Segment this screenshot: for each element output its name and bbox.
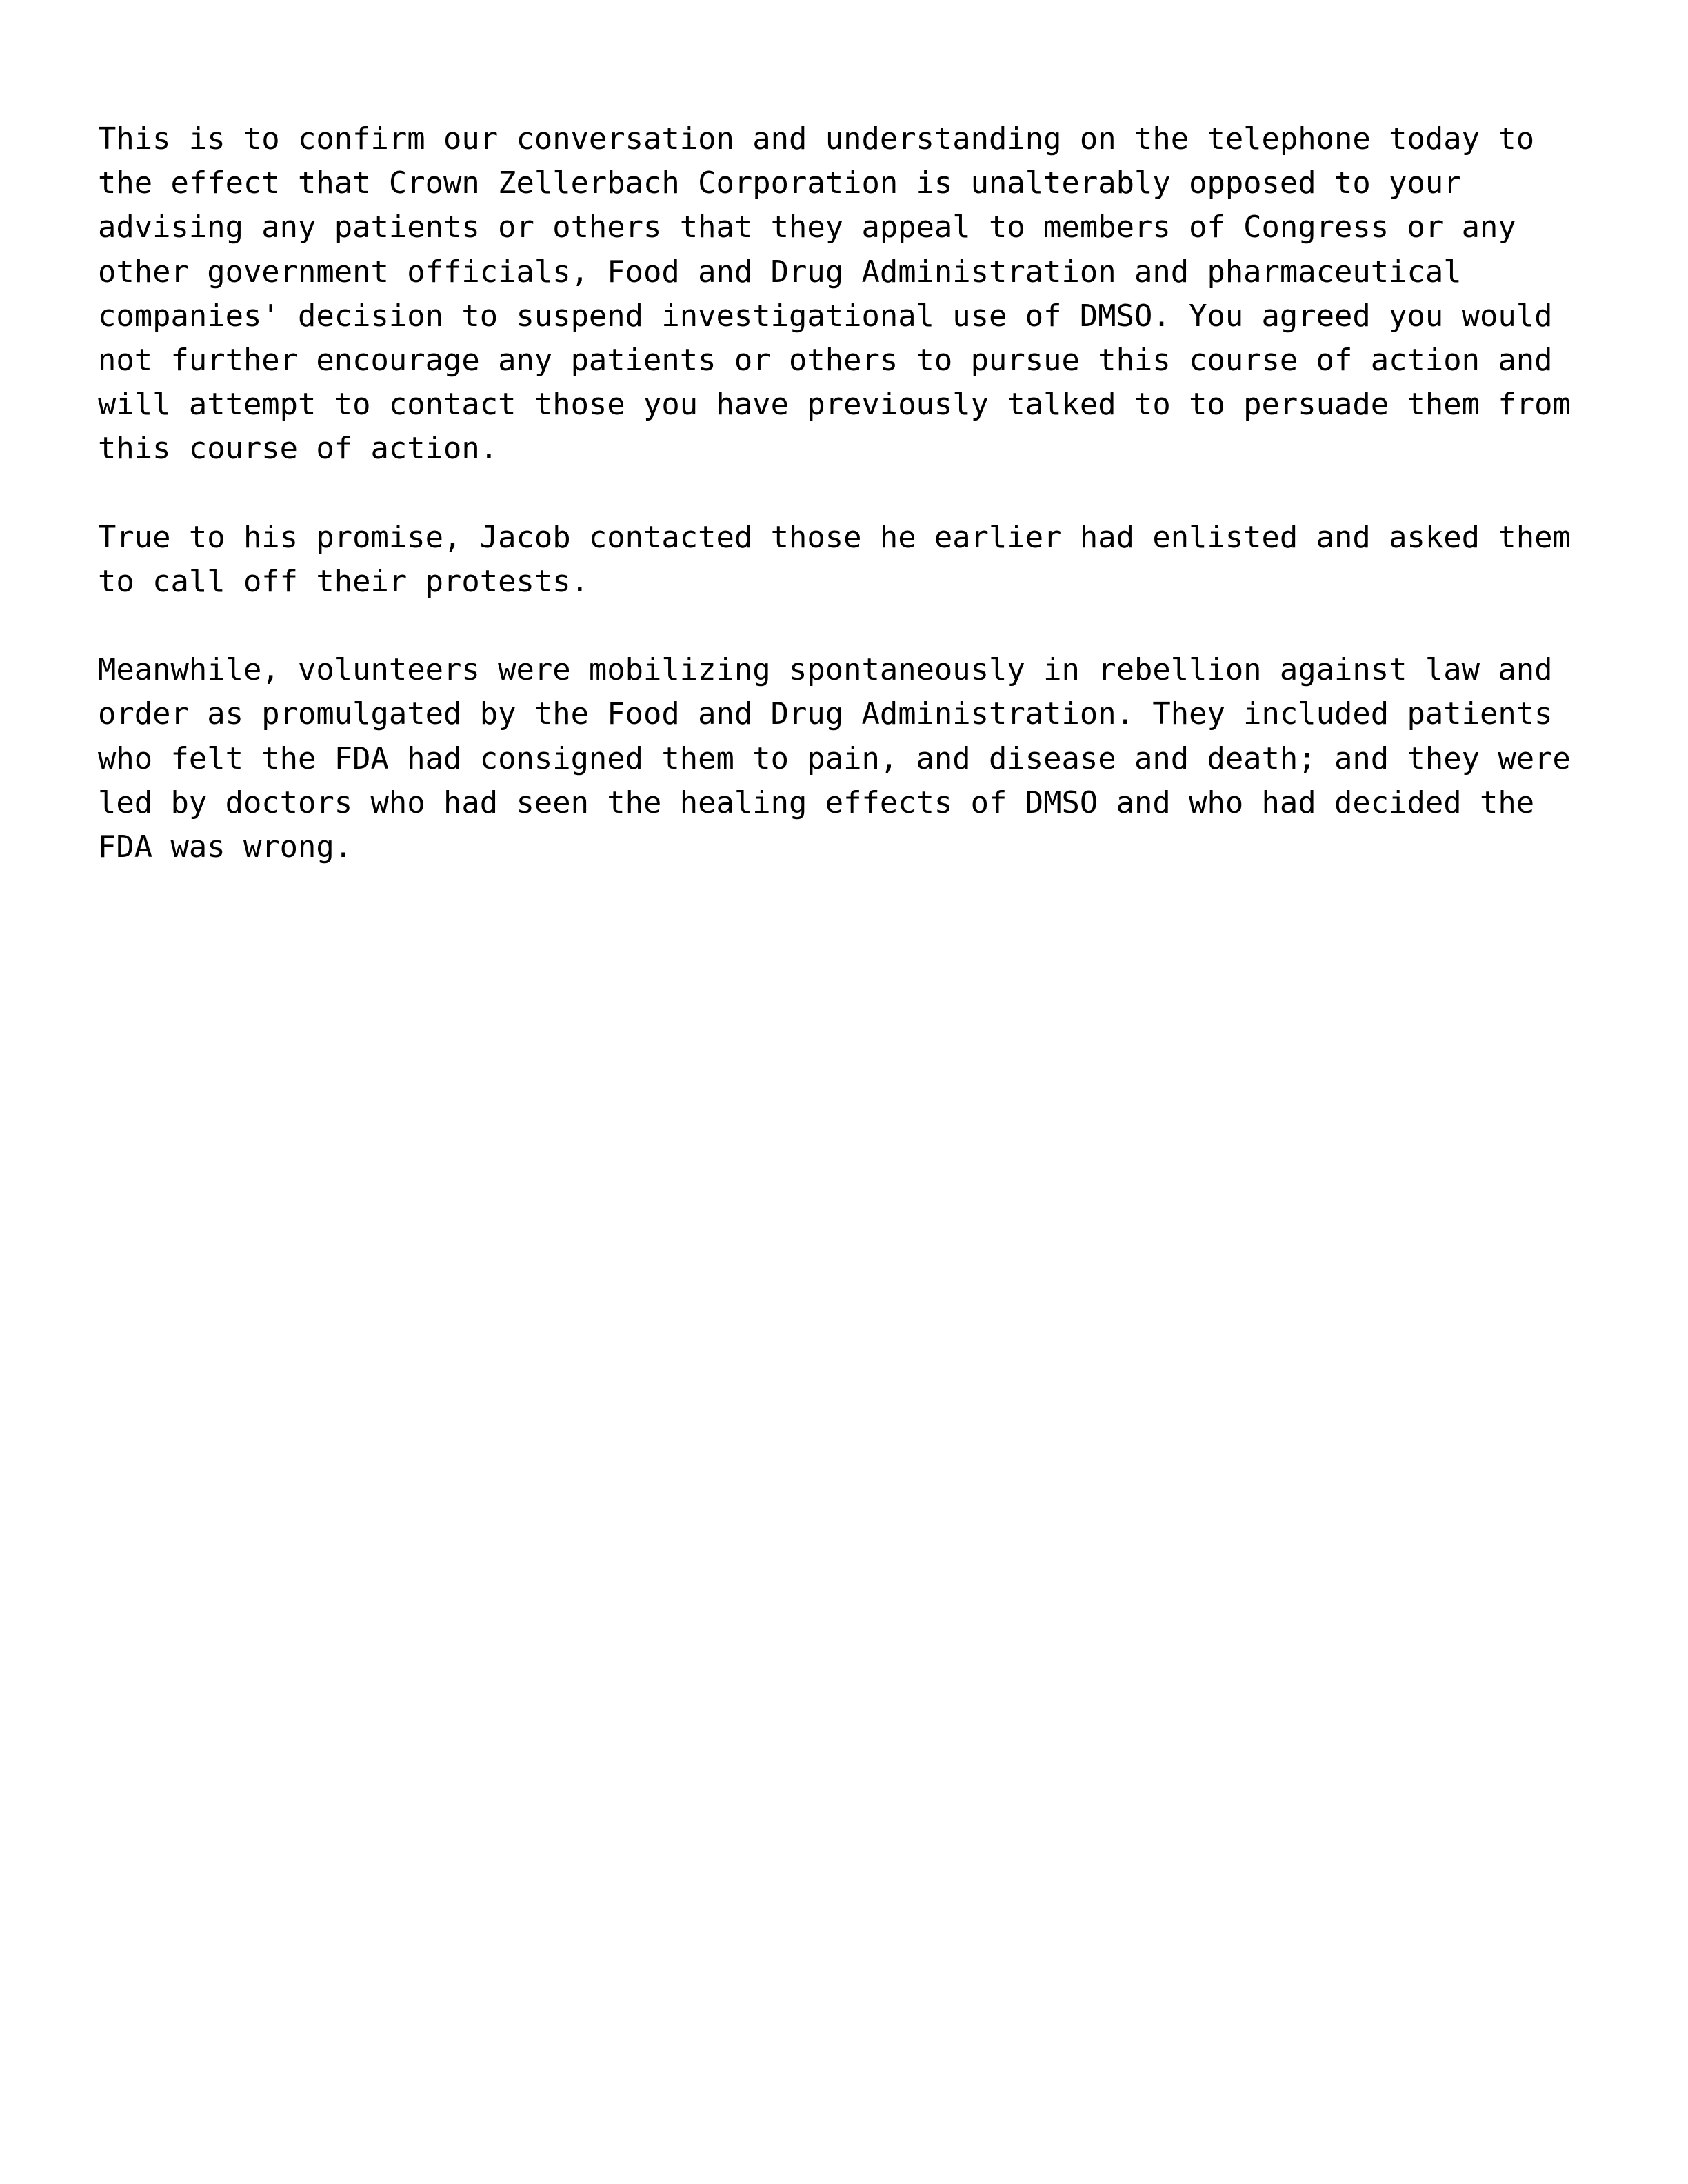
- text-line: companies' decision to suspend investigational use of DMSO. You agreed you would: [98, 298, 1553, 334]
- text-line: will attempt to contact those you have previously talked to to persuade them from: [98, 387, 1571, 423]
- document-body: [98, 117, 1615, 869]
- paragraph-jacob-promise: [98, 516, 1615, 604]
- text-line: FDA was wrong.: [98, 829, 353, 865]
- text-line: who felt the FDA had consigned them to pain, and disease and death; and they were: [98, 740, 1571, 776]
- text-line: True to his promise, Jacob contacted those he earlier had enlisted and asked them: [98, 519, 1571, 555]
- paragraph-volunteers-mobilizing: [98, 648, 1615, 869]
- text-line: this course of action.: [98, 431, 499, 467]
- text-line: Meanwhile, volunteers were mobilizing spontaneously in rebellion against law and: [98, 652, 1553, 688]
- paragraph-confirmation-letter: [98, 117, 1615, 472]
- text-line: not further encourage any patients or others to pursue this course of action and: [98, 342, 1553, 378]
- text-line: This is to confirm our conversation and understanding on the telephone today to: [98, 121, 1535, 156]
- text-line: other government officials, Food and Drug Administration and pharmaceutical: [98, 254, 1462, 290]
- text-line: to call off their protests.: [98, 563, 589, 599]
- text-line: order as promulgated by the Food and Drug Administration. They included patients: [98, 696, 1553, 732]
- text-line: advising any patients or others that they appeal to members of Congress or any: [98, 210, 1516, 245]
- text-line: the effect that Crown Zellerbach Corporation is unalterably opposed to your: [98, 165, 1462, 201]
- text-line: led by doctors who had seen the healing effects of DMSO and who had decided the: [98, 785, 1535, 820]
